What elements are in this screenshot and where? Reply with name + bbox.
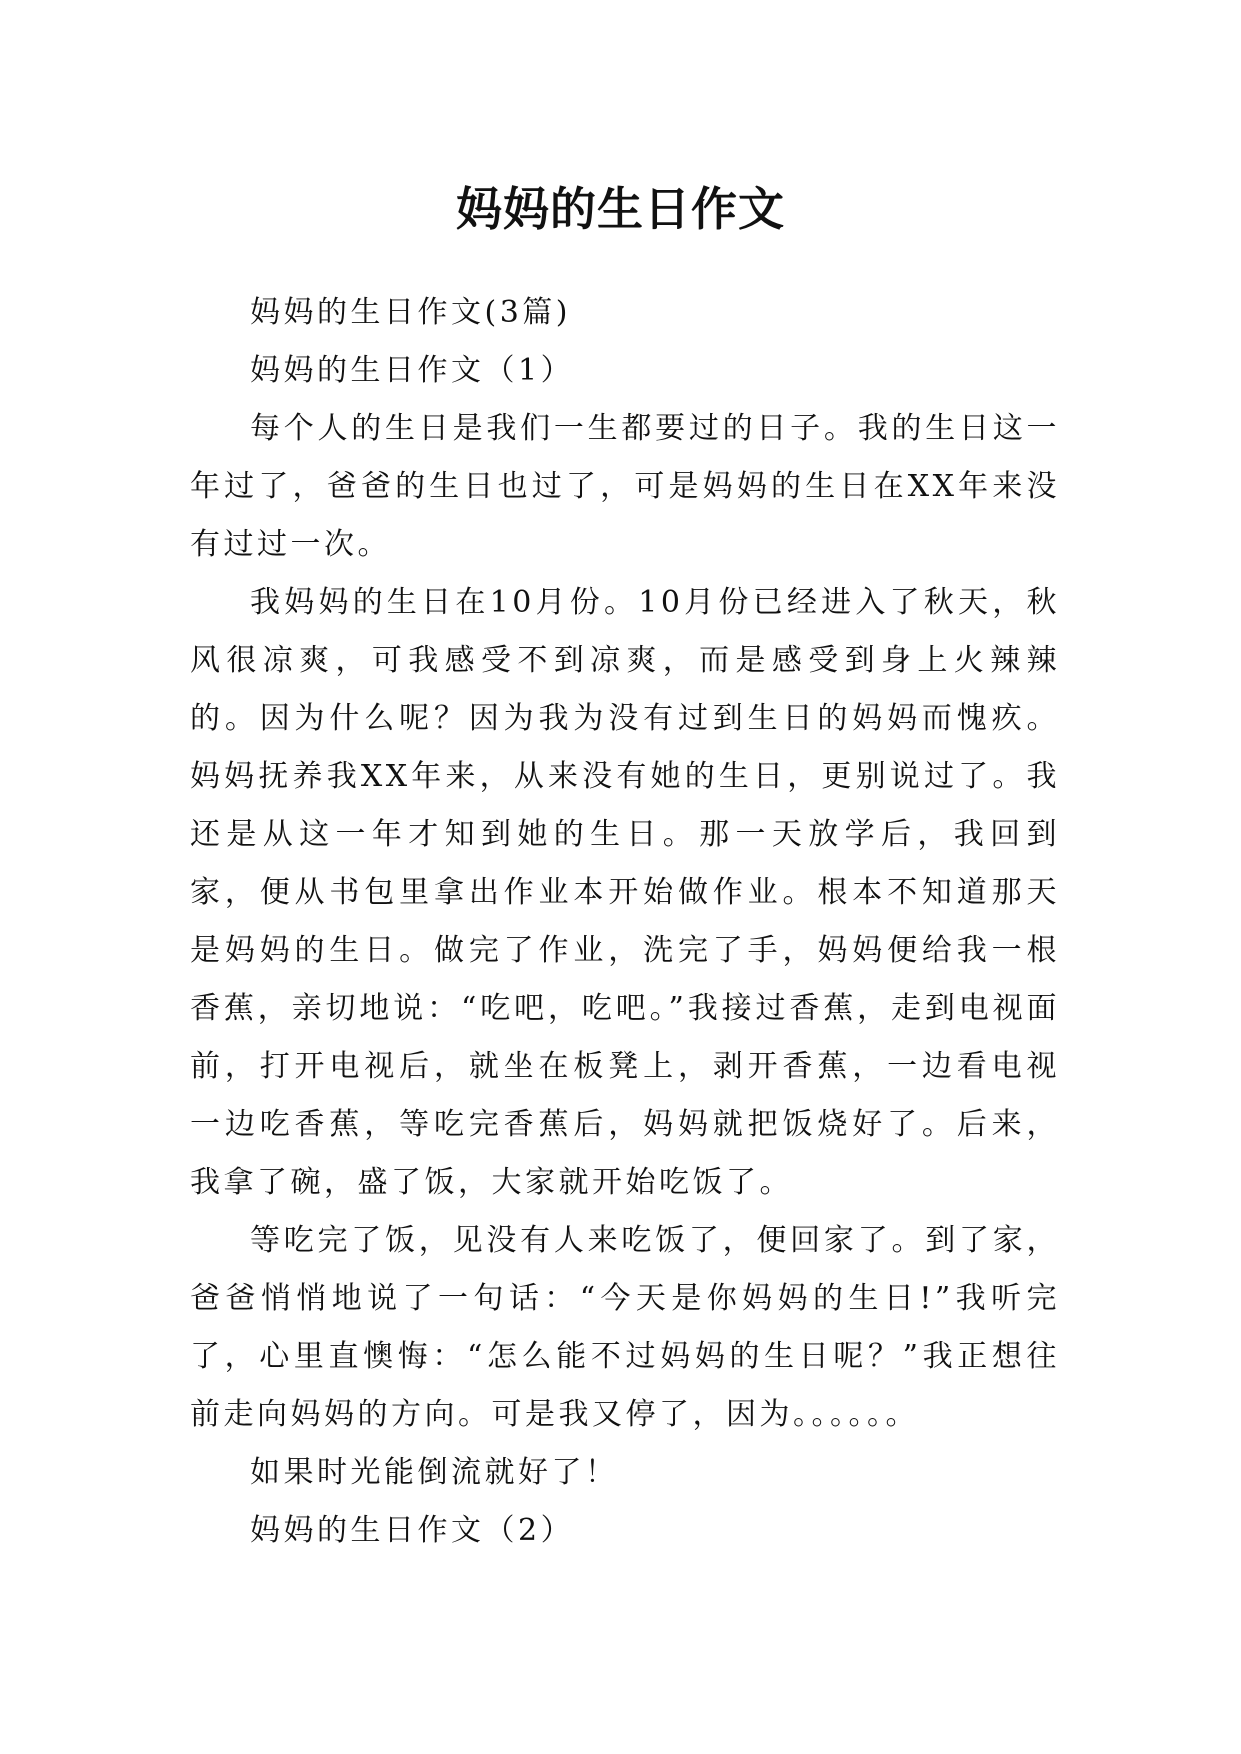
paragraph: 等吃完了饭，见没有人来吃饭了，便回家了。到了家，爸爸悄悄地说了一句话：“今天是你妈妈的生日!”我听完了，心里直懊悔：“怎么能不过妈妈的生日呢？”我正想往前走向妈妈的方向。可是我又停了，因为。。。。。。 (190, 1223, 1060, 1432)
paragraph-subtitle: 妈妈的生日作文(3篇) (250, 295, 571, 330)
paragraph: 我妈妈的生日在10月份。10月份已经进入了秋天，秋风很凉爽，可我感受不到凉爽，而是感受到身上火辣辣的。因为什么呢？因为我为没有过到生日的妈妈而愧疚。妈妈抚养我XX年来，从来没有她的生日，更别说过了。我还是从这一年才知到她的生日。那一天放学后，我回到家，便从书包里拿出作业本开始做作业。根本不知道那天是妈妈的生日。做完了作业，洗完了手，妈妈便给我一根香蕉，亲切地说：“吃吧，吃吧。”我接过香蕉，走到电视面前，打开电视后，就坐在板凳上，剥开香蕉，一边看电视一边吃香蕉，等吃完香蕉后，妈妈就把饭烧好了。后来，我拿了碗，盛了饭，大家就开始吃饭了。 (190, 585, 1060, 1200)
document-body (190, 284, 1060, 1560)
paragraph-heading-2: 妈妈的生日作文（2） (250, 1513, 575, 1548)
document-title: 妈妈的生日作文 (456, 181, 785, 236)
paragraph: 如果时光能倒流就好了！ (250, 1455, 619, 1490)
paragraph: 每个人的生日是我们一生都要过的日子。我的生日这一年过了，爸爸的生日也过了，可是妈妈的生日在XX年来没有过过一次。 (190, 411, 1060, 562)
paragraph-heading-1: 妈妈的生日作文（1） (250, 353, 575, 388)
